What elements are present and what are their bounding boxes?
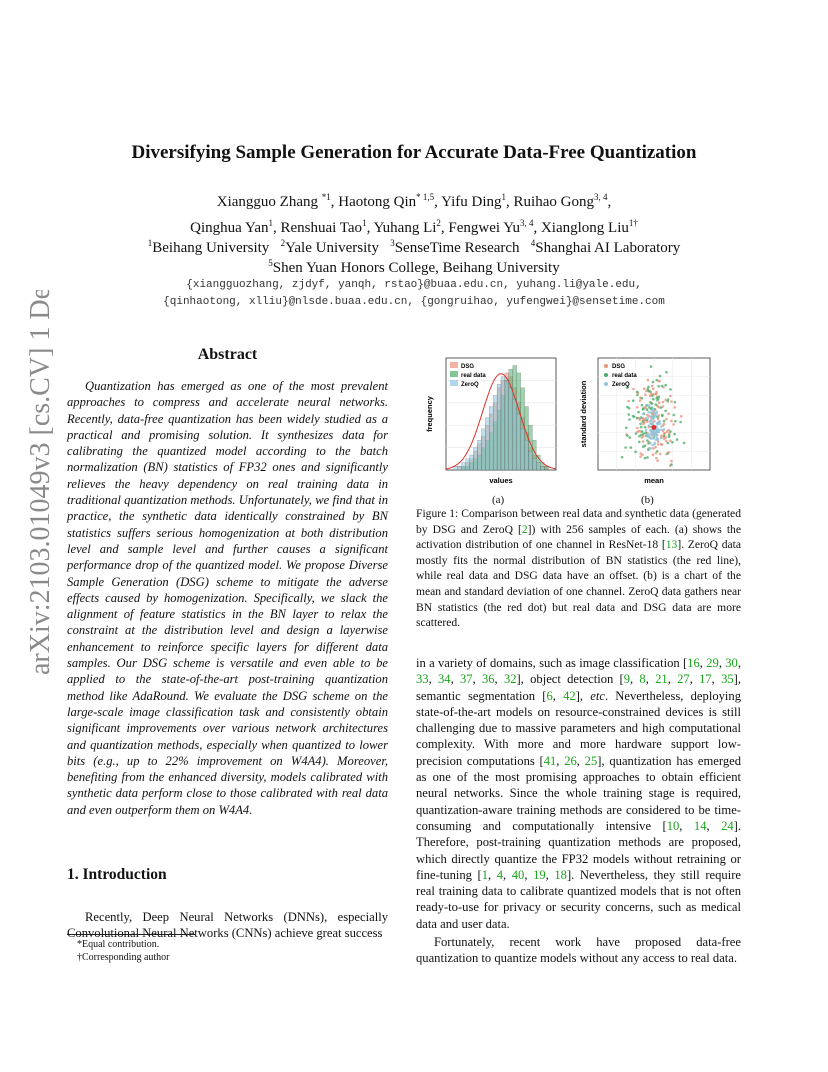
scatter-point [627, 400, 630, 403]
scatter-point [636, 406, 639, 409]
bn-statistics-dot [652, 425, 657, 430]
scatter-point [670, 400, 673, 403]
scatter-point [669, 430, 672, 433]
scatter-xlabel: mean [644, 476, 664, 485]
scatter-point [647, 411, 650, 414]
hist-bar-ZeroQ [497, 384, 501, 470]
scatter-point [639, 423, 642, 426]
scatter-point [667, 398, 670, 401]
paper-title: Diversifying Sample Generation for Accurate Data-Free Quantization [131, 142, 697, 163]
scatter-point [659, 453, 662, 456]
figure-1-svg [416, 350, 741, 510]
scatter-point [656, 460, 659, 463]
legend-label: ZeroQ [461, 382, 479, 388]
scatter-point [656, 423, 659, 426]
scatter-point [642, 440, 645, 443]
scatter-point [651, 385, 654, 388]
scatter-point [663, 428, 666, 431]
scatter-point [652, 434, 655, 437]
scatter-point [636, 394, 639, 397]
scatter-point [662, 401, 665, 404]
scatter-point [655, 403, 658, 406]
legend-label: real data [461, 373, 486, 379]
scatter-point [640, 416, 643, 419]
scatter-point [638, 441, 641, 444]
scatter-point [621, 456, 624, 459]
scatter-point [665, 440, 668, 443]
scatter-point [651, 444, 654, 447]
scatter-point [680, 415, 683, 418]
scatter-point [660, 429, 663, 432]
scatter-point [652, 408, 655, 411]
scatter-point [670, 420, 673, 423]
hist-bar-ZeroQ [536, 463, 540, 470]
scatter-point [650, 365, 653, 368]
scatter-point [642, 413, 645, 416]
affiliation-line-1: $^1$Beihang University $^2$Yale University $^3$SenseTime Research $^4$Shanghai AI Laboratory [147, 238, 681, 256]
scatter-point [648, 424, 651, 427]
scatter-point [655, 379, 658, 382]
hist-ylabel: frequency [425, 396, 434, 432]
svg-text:arXiv:2103.01049v3 [cs.CV] 1: arXiv:2103.01049v3 [cs.CV] 1 Dec 2021 [25, 290, 56, 675]
intro-paragraph-1: in a variety of domains, such as image classification [16, 29, 30, 33, 34, 37, 36, 32], object detection [9, 8, 21, 27, 17, 35], semantic segmentation [6, 42], etc. Nevertheless, deploying state-of-the-art models on resource-constrained devices is still challenging due to massive parameters and high computational complexity. With more and more hardware support low-precision computations [41, 26, 25], quantization has emerged as one of the most promising approaches to obtain efficient neural networks. Since the whole training stage is required, quantization-aware training methods are considered to be time-consuming and computationally intensive [10, 14, 24]. Therefore, post-training quantization methods are proposed, which directly quantize the FP32 models without retraining or fine-tuning [1, 4, 40, 19, 18]. Nevertheless, they still require real training data to calibrate quantized models that is not often ready-to-use for privacy or security concerns, such as medical data and user data. [416, 656, 742, 931]
scatter-point [683, 442, 686, 445]
scatter-point [648, 436, 651, 439]
scatter-point [670, 463, 673, 466]
scatter-point [625, 426, 628, 429]
hist-bar-ZeroQ [454, 466, 458, 470]
scatter-point [669, 388, 672, 391]
scatter-point [665, 371, 668, 374]
scatter-point [664, 410, 667, 413]
scatter-point [656, 399, 659, 402]
legend-swatch [450, 380, 458, 386]
footnote-divider [67, 934, 195, 935]
hist-bar-ZeroQ [474, 448, 478, 470]
scatter-point [658, 385, 661, 388]
scatter-point [639, 452, 642, 455]
hist-bar-ZeroQ [477, 440, 481, 470]
scatter-point [630, 446, 633, 449]
scatter-point [649, 442, 652, 445]
scatter-point [659, 375, 662, 378]
scatter-point [641, 436, 644, 439]
scatter-point [635, 432, 638, 435]
hist-bar-ZeroQ [462, 463, 466, 470]
scatter-point [676, 438, 679, 441]
legend-label: real data [612, 373, 637, 379]
scatter-point [642, 420, 645, 423]
author-line-2: Qinghua Yan$^1$, Renshuai Tao$^1$, Yuhang Li$^2$, Fengwei Yu$^{3, 4}$, Xianglong Liu$^{1\dagger}$ [190, 218, 638, 236]
scatter-point [644, 393, 647, 396]
scatter-point [673, 433, 676, 436]
scatter-point [643, 387, 646, 390]
legend-marker [604, 373, 608, 377]
scatter-point [652, 447, 655, 450]
scatter-point [666, 452, 669, 455]
scatter-point [656, 450, 659, 453]
scatter-point [660, 434, 663, 437]
hist-bar-ZeroQ [505, 380, 509, 470]
scatter-point [646, 418, 649, 421]
hist-bar-ZeroQ [458, 466, 462, 470]
scatter-point [653, 412, 656, 415]
scatter-point [650, 438, 653, 441]
affiliation-line-2: $^5$Shen Yuan Honors College, Beihang University [268, 258, 560, 276]
scatter-point [648, 390, 651, 393]
hist-bar-ZeroQ [540, 466, 544, 470]
scatter-point [664, 384, 667, 387]
hist-bar-ZeroQ [493, 395, 497, 470]
figure-1 [416, 350, 741, 510]
scatter-point [637, 411, 640, 414]
scatter-point [658, 380, 661, 383]
scatter-point [654, 446, 657, 449]
section-heading-introduction: 1. Introduction [67, 866, 167, 883]
scatter-point [651, 394, 654, 397]
scatter-point [628, 418, 631, 421]
scatter-point [657, 406, 660, 409]
scatter-point [646, 456, 649, 459]
scatter-point [627, 413, 630, 416]
scatter-point [649, 422, 652, 425]
scatter-point [649, 401, 652, 404]
scatter-point [665, 418, 668, 421]
hist-bar-ZeroQ [513, 399, 517, 470]
scatter-point [641, 397, 644, 400]
hist-xlabel: values [489, 476, 513, 485]
legend-marker [604, 364, 608, 368]
scatter-point [652, 421, 655, 424]
scatter-point [632, 388, 635, 391]
hist-bar-ZeroQ [529, 451, 533, 470]
scatter-point [655, 457, 658, 460]
scatter-point [672, 423, 675, 426]
scatter-point [644, 444, 647, 447]
scatter-point [646, 439, 649, 442]
abstract-heading: Abstract [197, 346, 258, 363]
hist-bar-ZeroQ [481, 429, 485, 470]
scatter-point [663, 434, 666, 437]
right-column-body [416, 655, 741, 967]
scatter-point [657, 438, 660, 441]
scatter-point [656, 428, 659, 431]
scatter-point [661, 443, 664, 446]
scatter-point [667, 442, 670, 445]
figure-caption: Figure 1: Comparison between real data and synthetic data (generated by DSG and ZeroQ [2]) with 256 samples of each. (a) shows the activation distribution of one channel in ResNet-18 [13]. ZeroQ data mostly fits the normal distribution of BN statistics (the red line), while real data and DSG data have an offset. (b) is a chart of the mean and standard deviation of one channel. ZeroQ data gathers near BN statistics (the red dot) but real data and DSG data are more scattered. [416, 507, 742, 630]
scatter-point [647, 379, 650, 382]
hist-bar-ZeroQ [466, 459, 470, 470]
hist-bar-ZeroQ [521, 429, 525, 470]
scatter-point [657, 443, 660, 446]
subfig-b-label: (b) [641, 494, 654, 506]
scatter-point [639, 455, 642, 458]
scatter-point [671, 441, 674, 444]
scatter-point [626, 406, 629, 409]
scatter-point [646, 408, 649, 411]
scatter-point [652, 398, 655, 401]
scatter-point [636, 417, 639, 420]
scatter-point [674, 420, 677, 423]
subfig-a-label: (a) [492, 494, 505, 506]
scatter-point [652, 388, 655, 391]
scatter-point [644, 457, 647, 460]
scatter-point [646, 404, 649, 407]
scatter-point [661, 385, 664, 388]
legend-label: DSG [461, 364, 475, 370]
scatter-point [660, 425, 663, 428]
scatter-point [624, 446, 627, 449]
footnote-corresponding-author: †Corresponding author [77, 952, 170, 963]
legend-swatch [450, 362, 458, 368]
scatter-point [639, 399, 642, 402]
scatter-point [663, 420, 666, 423]
scatter-point [629, 436, 632, 439]
hist-bar-real-data [544, 466, 548, 470]
scatter-point [660, 406, 663, 409]
scatter-point [658, 420, 661, 423]
scatter-point [661, 414, 664, 417]
hist-bar-ZeroQ [517, 414, 521, 470]
scatter-point [632, 399, 635, 402]
hist-bar-ZeroQ [501, 377, 505, 470]
scatter-point [663, 432, 666, 435]
scatter-point [668, 434, 671, 437]
legend-label: ZeroQ [612, 382, 630, 388]
scatter-point [626, 434, 629, 437]
footnote-equal-contribution: *Equal contribution. [77, 939, 160, 950]
scatter-point [634, 451, 637, 454]
hist-bar-ZeroQ [509, 388, 513, 470]
scatter-point [648, 433, 651, 436]
scatter-point [644, 426, 647, 429]
intro-body [67, 909, 388, 942]
scatter-point [636, 391, 639, 394]
scatter-point [669, 395, 672, 398]
author-line-1: Xiangguo Zhang $^{*1}$, Haotong Qin$^{* 1,5}$, Yifu Ding$^1$, Ruihao Gong$^{3, 4}$, [216, 192, 612, 210]
email-line-2: {qinhaotong, xlliu}@nlsde.buaa.edu.cn, {gongruihao, yufengwei}@sensetime.com [163, 296, 665, 308]
hist-bar-ZeroQ [525, 440, 529, 470]
scatter-point [645, 429, 648, 432]
scatter-point [673, 414, 676, 417]
scatter-point [653, 437, 656, 440]
abstract-text: Quantization has emerged as one of the most prevalent approaches to compress and accelerate neural networks. Recently, data-free quantization has been widely studied as a practical and promising solution. It synthesizes data for calibrating the quantized model according to the batch normalization (BN) statistics of FP32 ones and significantly relieves the heavy dependency on real training data in traditional quantization methods. Unfortunately, we find that in practice, the synthetic data identically constrained by BN statistics suffers serious homogenization at both distribution level and sample level and further causes a significant performance drop of the quantized model. We propose Diverse Sample Generation (DSG) scheme to mitigate the adverse effects caused by homogenization. Specifically, we slack the alignment of feature statistics in the BN layer to relax the constraint at the distribution level and design a layerwise enhancement to reinforce specific layers for different data samples. Our DSG scheme is versatile and even able to be applied to the state-of-the-art post-training quantization method like AdaRound. We evaluate the DSG scheme on the large-scale image classification task and consistently obtain significant improvements over various network architectures and quantization methods, especially when quantized to lower bits (e.g., up to 22% improvement on W4A4). Moreover, benefiting from the enhanced diversity, models calibrated with synthetic data perform close to those calibrated with real data and even outperform them on W4A4. [67, 379, 388, 817]
scatter-point [670, 460, 673, 463]
scatter-point [679, 421, 682, 424]
hist-bar-ZeroQ [532, 459, 536, 470]
hist-bar-ZeroQ [489, 407, 493, 470]
scatter-point [652, 453, 655, 456]
legend-marker [604, 382, 608, 386]
scatter-point [667, 413, 670, 416]
scatter-point [640, 426, 643, 429]
scatter-point [674, 406, 677, 409]
arxiv-stamp [13, 290, 61, 680]
scatter-point [641, 430, 644, 433]
scatter-point [650, 432, 653, 435]
scatter-point [658, 431, 661, 434]
scatter-point [641, 404, 644, 407]
hist-bar-ZeroQ [485, 418, 489, 470]
scatter-point [642, 408, 645, 411]
scatter-point [632, 415, 635, 418]
scatter-point [646, 414, 649, 417]
scatter-point [660, 437, 663, 440]
scatter-point [636, 427, 639, 430]
intro-paragraph-2: Fortunately, recent work have proposed data-free quantization to quantize models without any access to real data. [416, 935, 741, 966]
intro-text: Recently, Deep Neural Networks (DNNs), especially Convolutional Neural Networks (CNNs) achieve great success [67, 910, 388, 941]
scatter-point [655, 393, 658, 396]
scatter-point [652, 381, 655, 384]
scatter-point [674, 401, 677, 404]
scatter-point [648, 447, 651, 450]
scatter-point [652, 417, 655, 420]
scatter-point [638, 435, 641, 438]
email-line-1: {xiangguozhang, zjdyf, yanqh, rstao}@buaa.edu.cn, yuhang.li@yale.edu, [186, 279, 642, 291]
abstract-body [67, 378, 388, 818]
scatter-point [650, 415, 653, 418]
scatter-ylabel: standard deviation [579, 380, 588, 448]
scatter-point [655, 397, 658, 400]
legend-label: DSG [612, 364, 626, 370]
scatter-point [658, 401, 661, 404]
hist-bar-ZeroQ [470, 455, 474, 470]
legend-swatch [450, 371, 458, 377]
scatter-point [663, 423, 666, 426]
